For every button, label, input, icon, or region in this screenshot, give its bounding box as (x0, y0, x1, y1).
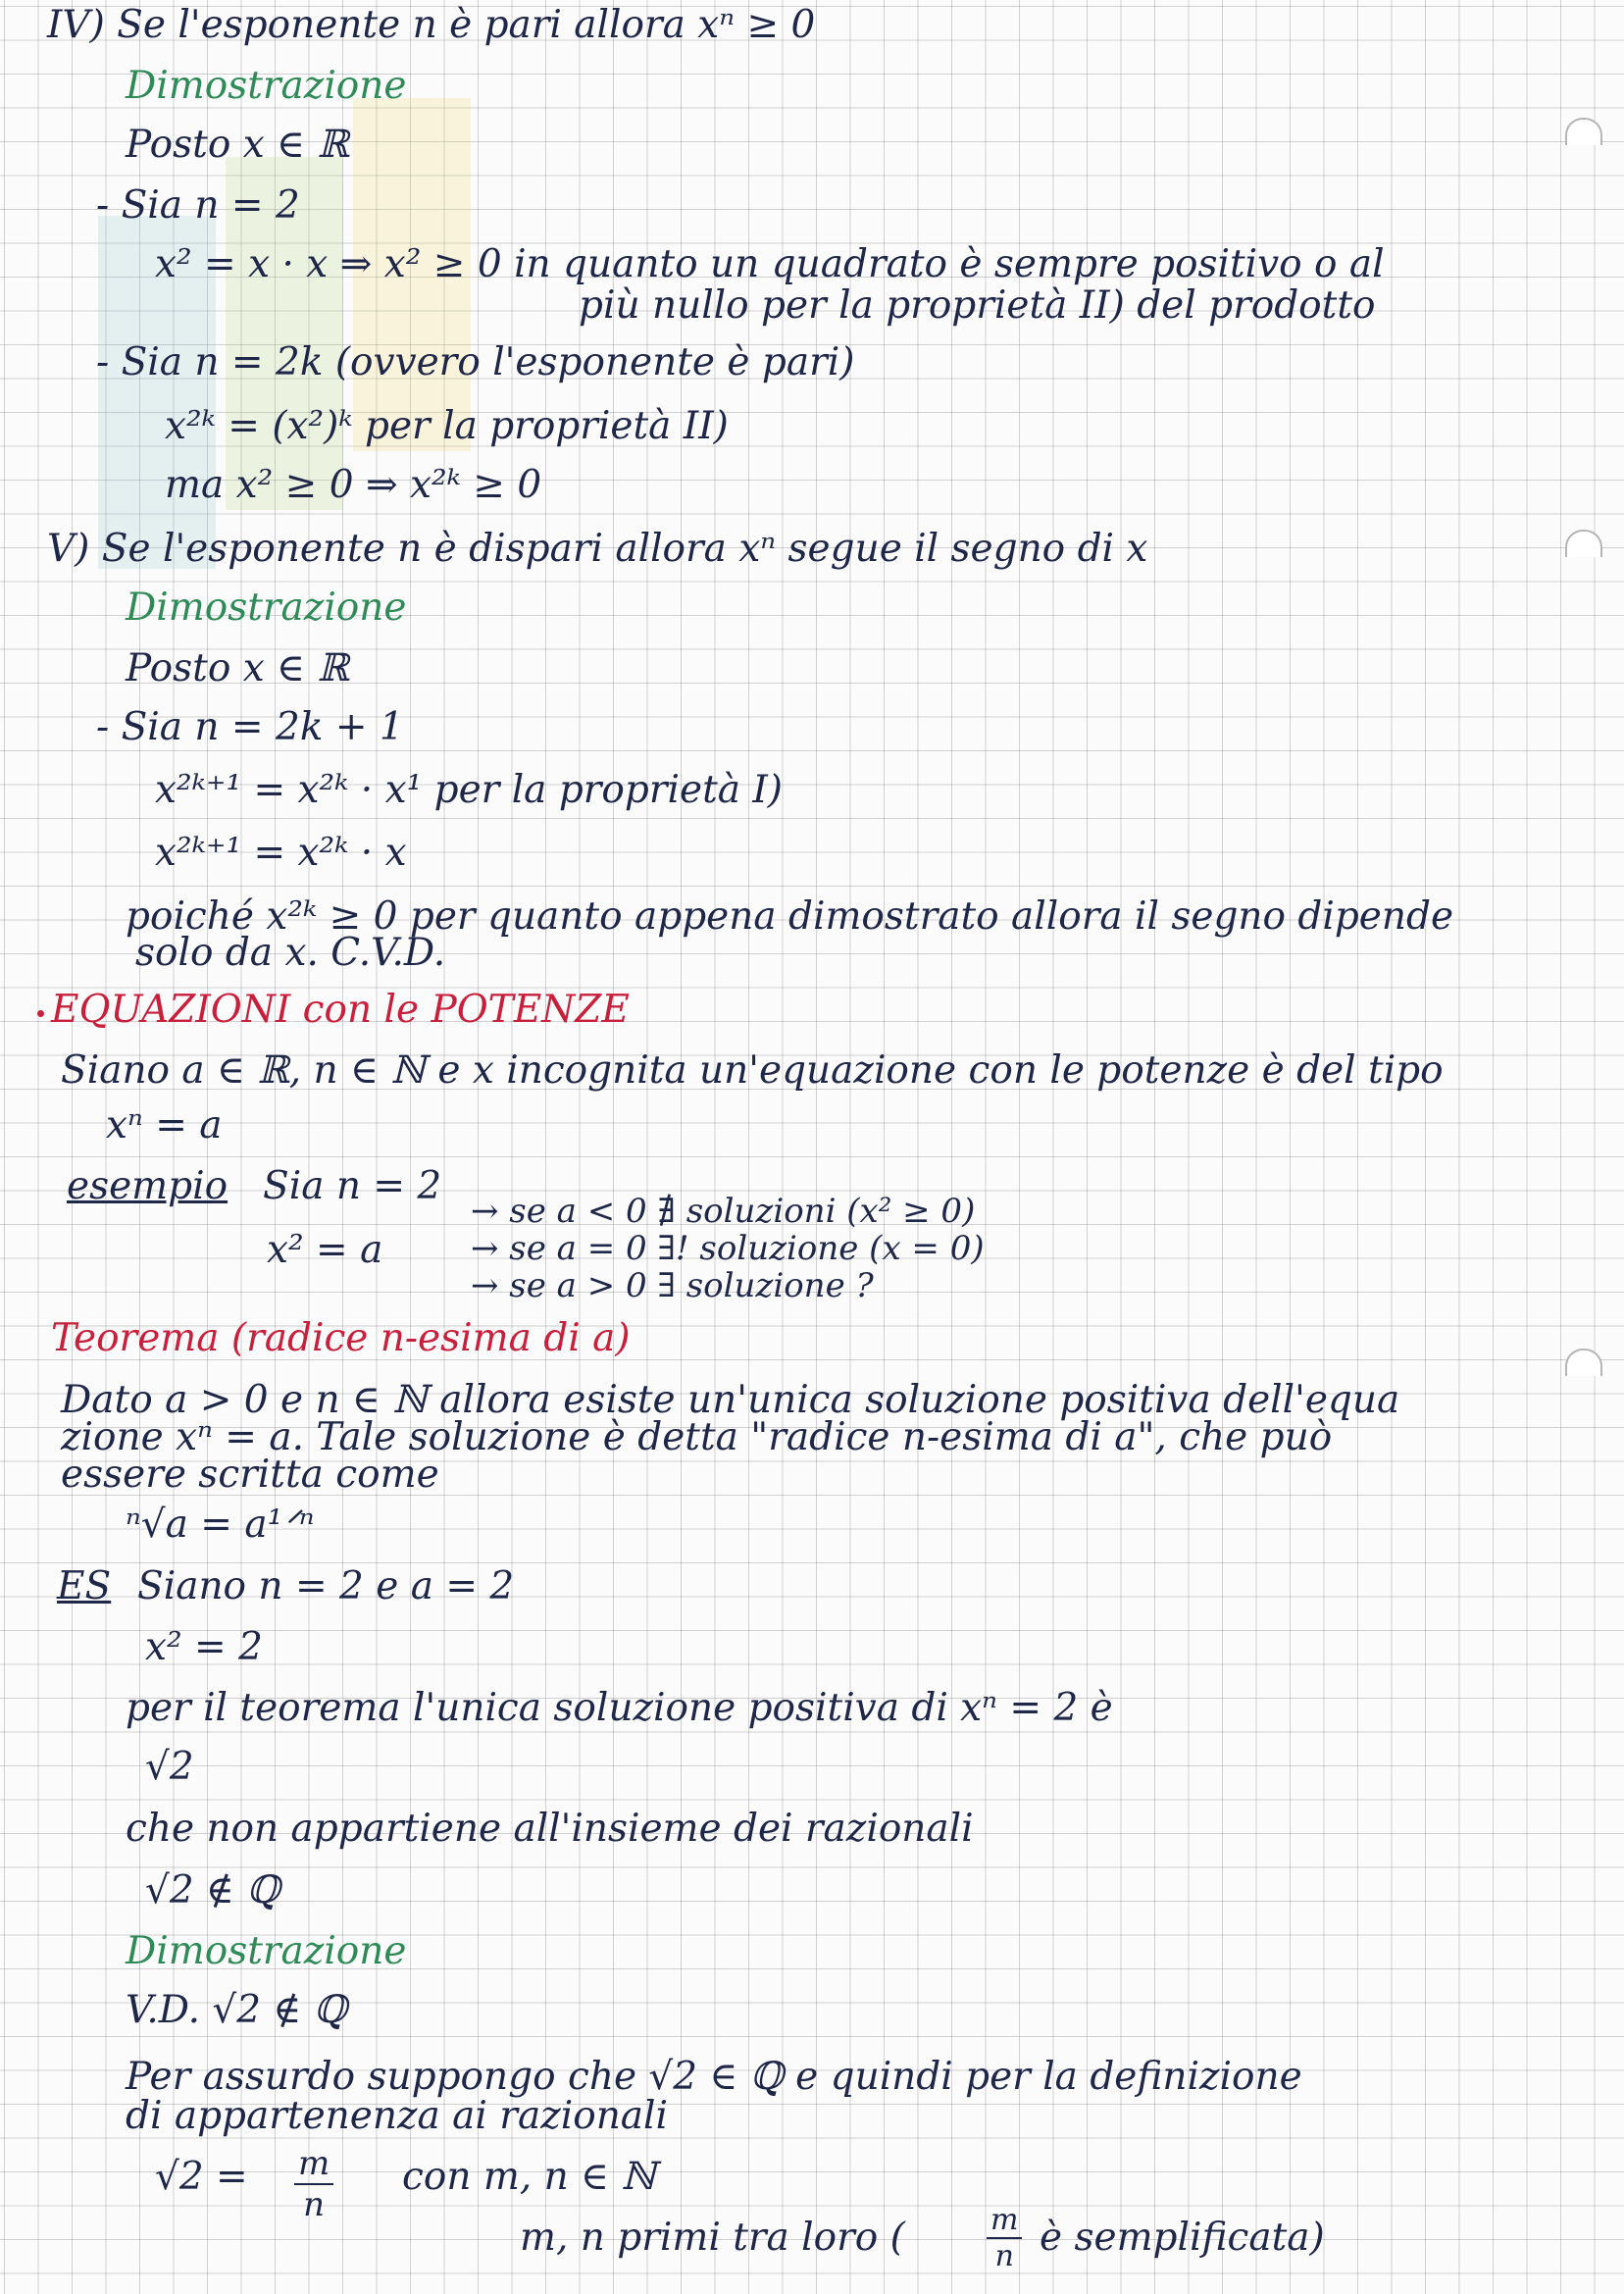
text-line: - Sia n = 2k (ovvero l'esponente è pari) (96, 340, 855, 384)
formula-line: √2 ∉ ℚ (145, 1868, 280, 1912)
bullet-dot (37, 1010, 44, 1017)
text-line: zione xⁿ = a. Tale soluzione è detta "radice n-esima di a", che può (61, 1415, 1333, 1459)
heading-dimostrazione: Dimostrazione (126, 64, 407, 108)
fraction-m-over-n (987, 2203, 1022, 2273)
text-line: Posto x ∈ ℝ (126, 123, 349, 167)
text-line: IV) Se l'esponente n è pari allora xⁿ ≥ 0 (47, 3, 816, 47)
heading-dimostrazione: Dimostrazione (126, 1929, 407, 1973)
text-line: → se a < 0 ∄ soluzioni (x² ≥ 0) (471, 1192, 976, 1231)
text-line: Posto x ∈ ℝ (126, 646, 349, 690)
text-line: essere scritta come (61, 1453, 439, 1497)
text-line: x² = x · x ⇒ x² ≥ 0 in quanto un quadrato è sempre positivo o al (155, 242, 1385, 286)
punch-hole-mark (1565, 530, 1602, 557)
text-line: x²ᵏ = (x²)ᵏ per la proprietà II) (165, 404, 729, 448)
text-line: solo da x. C.V.D. (135, 931, 446, 975)
text-line: x² = 2 (145, 1625, 263, 1669)
text-line: Siano a ∈ ℝ, n ∈ ℕ e x incognita un'equazione con le potenze è del tipo (61, 1048, 1444, 1093)
punch-hole-mark (1565, 118, 1602, 145)
text-line: V) Se l'esponente n è dispari allora xⁿ segue il segno di x (47, 527, 1148, 571)
text-line: per il teorema l'unica soluzione positiva di xⁿ = 2 è (126, 1686, 1113, 1730)
text-line: ma x² ≥ 0 ⇒ x²ᵏ ≥ 0 (165, 463, 542, 507)
text-line: poiché x²ᵏ ≥ 0 per quanto appena dimostrato allora il segno dipende (126, 894, 1454, 939)
text-line: più nullo per la proprietà II) del prodotto (579, 283, 1376, 328)
text-line: di appartenenza ai razionali (126, 2094, 669, 2138)
section-heading: EQUAZIONI con le POTENZE (51, 988, 630, 1032)
formula-line: √2 (145, 1745, 194, 1789)
label-es: ES (57, 1564, 112, 1608)
fraction-numerator: m (987, 2203, 1022, 2239)
text-line: → se a > 0 ∃ soluzione ? (471, 1266, 874, 1305)
text-line: → se a = 0 ∃! soluzione (x = 0) (471, 1229, 985, 1268)
text-line: xⁿ = a (106, 1103, 223, 1147)
text-line: x²ᵏ⁺¹ = x²ᵏ · x¹ per la proprietà I) (155, 768, 784, 812)
formula-line: ⁿ√a = a¹ᐟⁿ (126, 1503, 315, 1547)
text-line: m, n primi tra loro ( (520, 2216, 905, 2260)
punch-hole-mark (1565, 1349, 1602, 1376)
text-line: x²ᵏ⁺¹ = x²ᵏ · x (155, 831, 407, 875)
text-line: V.D. √2 ∉ ℚ (126, 1988, 347, 2032)
text-line: x² = a (267, 1228, 383, 1272)
text-line: Siano n = 2 e a = 2 (137, 1564, 515, 1608)
fraction-denominator: n (994, 2239, 1014, 2273)
fraction-m-over-n (294, 2144, 333, 2224)
text-line: Dato a > 0 e n ∈ ℕ allora esiste un'unica soluzione positiva dell'equa (61, 1378, 1400, 1422)
text-line: è semplificata) (1040, 2216, 1325, 2260)
text-line: - Sia n = 2 (96, 183, 300, 228)
text-line: Per assurdo suppongo che √2 ∈ ℚ e quindi per la definizione (126, 2055, 1302, 2099)
text-line: con m, n ∈ ℕ (402, 2155, 657, 2199)
fraction-numerator: m (294, 2144, 333, 2185)
label-esempio: esempio (67, 1164, 228, 1208)
theorem-heading: Teorema (radice n-esima di a) (51, 1316, 631, 1360)
fraction-denominator: n (303, 2185, 326, 2224)
text-line: Sia n = 2 (263, 1164, 442, 1208)
formula-line: √2 = (155, 2155, 248, 2199)
text-line: che non appartiene all'insieme dei razionali (126, 1807, 974, 1851)
heading-dimostrazione: Dimostrazione (126, 586, 407, 630)
text-line: - Sia n = 2k + 1 (96, 705, 404, 749)
